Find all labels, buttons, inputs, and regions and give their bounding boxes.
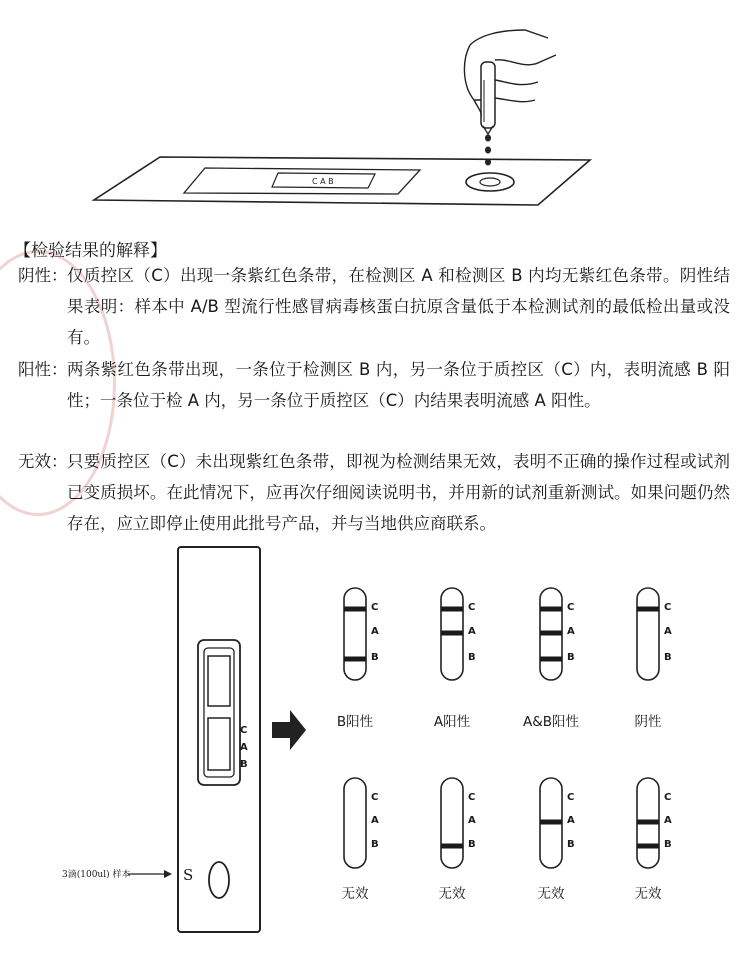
strip-caption: 阴性 [634,714,662,730]
strip-letter-a: A [567,815,575,826]
result-text: 仅质控区（C）出现一条紫红色条带，在检测区 A 和检测区 B 内均无紫红色条带。阴性结果表明：样本中 A/B 型流行性感冒病毒核蛋白抗原含量低于本检测试剂的最低检出量或没有。 [67,266,730,347]
strip-letter-a: A [468,626,476,637]
strip-letter-b: B [664,839,672,850]
result-text: 两条紫红色条带出现，一条位于检测区 B 内，另一条位于质控区（C）内，表明流感 B 阳性；一条位于检 A 内，另一条位于质控区（C）内结果表明流感 A 阳性。 [67,360,730,410]
band-c [637,607,659,612]
sample-well-label: S [183,866,194,884]
strip-letter-b: B [371,839,379,850]
strip-letter-a: A [664,815,672,826]
sample-note: 3滴(100ul) 样本 [62,870,131,880]
result-strip [441,778,463,868]
device-letter-a: A [240,742,248,753]
strip-letter-b: B [567,652,575,663]
strip-letter-c: C [567,792,575,803]
band-a [637,820,659,825]
strip-caption: 无效 [438,886,466,902]
band-a [540,631,562,636]
strip-letter-b: B [664,652,672,663]
strip-letter-b: B [468,839,476,850]
result-strip [344,778,366,868]
strip-letter-c: C [371,602,379,613]
band-b [344,657,366,662]
strip-letter-c: C [468,602,476,613]
band-a [540,820,562,825]
band-b [441,844,463,849]
strip-letter-a: A [567,626,575,637]
band-b [540,657,562,662]
band-c [344,607,366,612]
device-letter-c: C [240,725,248,736]
strip-letter-a: A [371,626,379,637]
result-label: 阳性： [18,360,68,379]
strip-caption: B阳性 [336,714,374,730]
result-strip [637,588,659,680]
strip-caption: A&B阳性 [522,714,580,730]
band-c [441,607,463,612]
strip-letter-a: A [371,815,379,826]
strip-letter-c: C [664,792,672,803]
strip-letter-c: C [371,792,379,803]
strip-letter-b: B [567,839,575,850]
strip-letter-c: C [664,602,672,613]
strip-caption: 无效 [537,886,565,902]
result-strip [344,588,366,680]
strip-letter-a: A [468,815,476,826]
svg-text:C A B: C A B [312,177,334,186]
band-c [540,607,562,612]
strip-caption: A阳性 [433,714,471,730]
result-label: 无效： [18,452,68,471]
strip-letter-c: C [468,792,476,803]
strip-caption: 无效 [341,886,369,902]
strip-caption: 无效 [634,886,662,902]
strip-letter-b: B [468,652,476,663]
section-title: 【检验结果的解释】 [14,241,167,261]
device-letter-b: B [240,759,248,770]
strip-letter-c: C [567,602,575,613]
strip-letter-b: B [371,652,379,663]
result-text: 只要质控区（C）未出现紫红色条带，即视为检测结果无效，表明不正确的操作过程或试剂已变质损坏。在此情况下，应再次仔细阅读说明书，并用新的试剂重新测试。如果问题仍然存在，应立即停止使用此批号产品，并与当地供应商联系。 [67,452,730,533]
band-b [637,844,659,849]
result-label: 阴性： [18,266,68,285]
band-a [441,631,463,636]
strip-letter-a: A [664,626,672,637]
